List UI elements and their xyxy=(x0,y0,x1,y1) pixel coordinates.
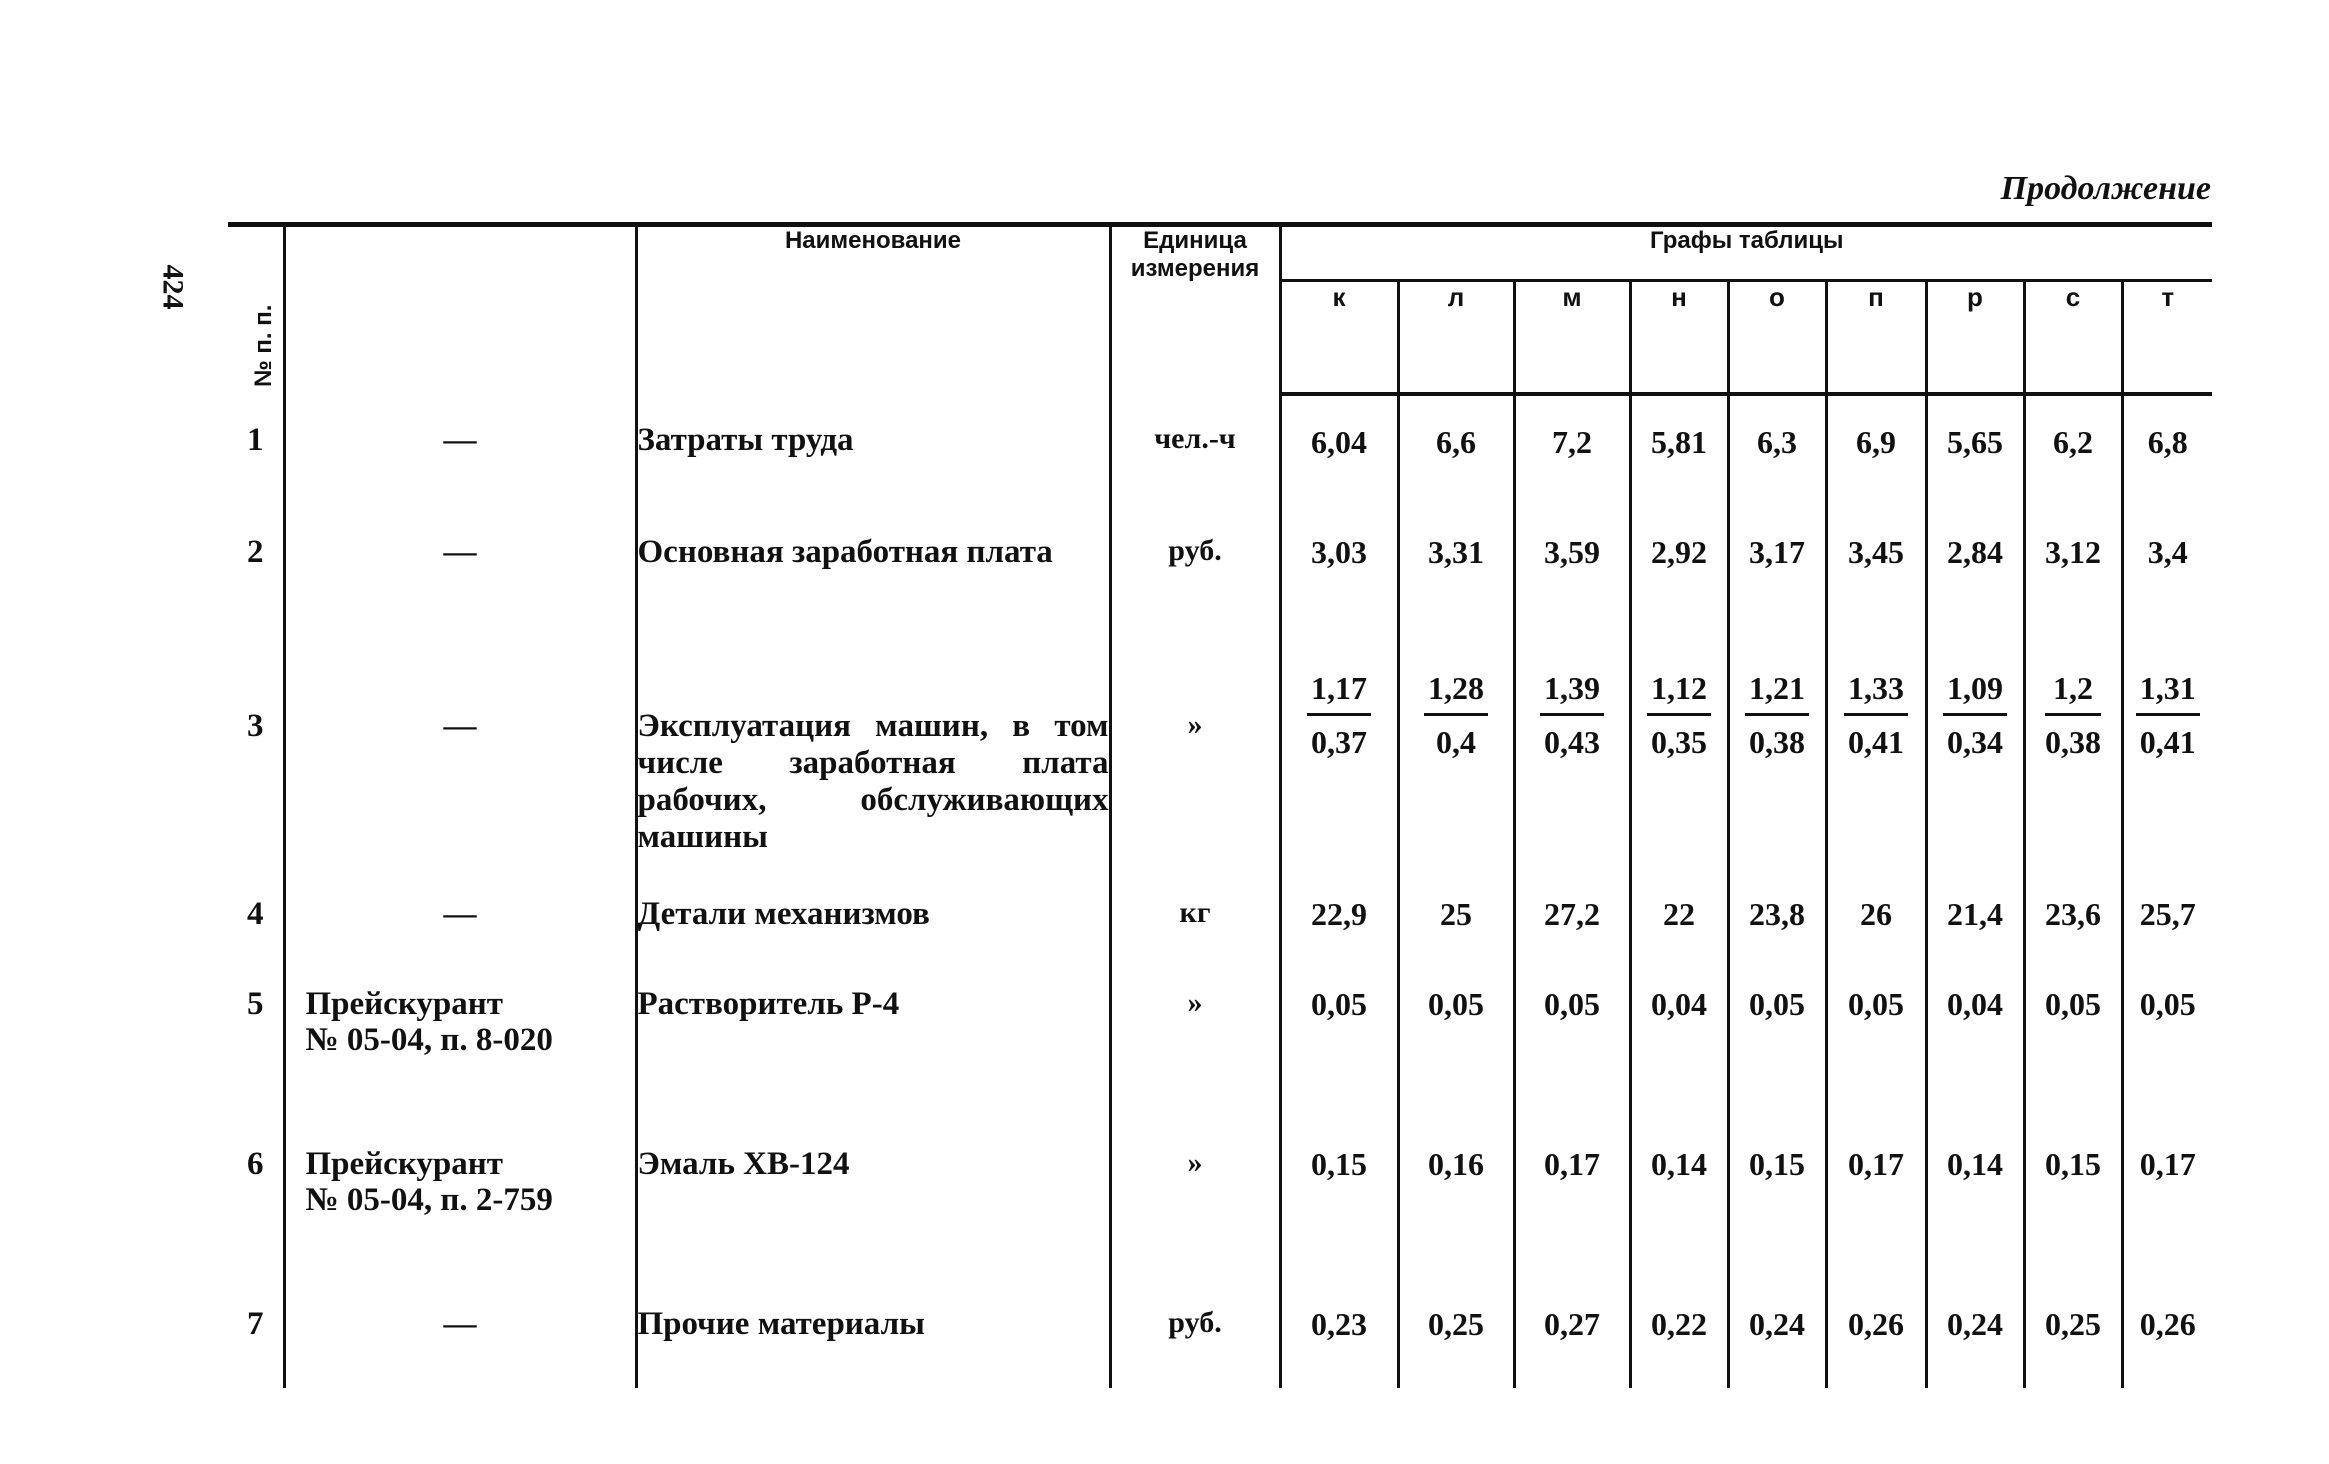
cell-value: 23,8 xyxy=(1728,876,1826,968)
source-line: Прейскурант xyxy=(305,1146,503,1182)
row-unit: » xyxy=(1110,1128,1280,1288)
continuation-label: Продолжение xyxy=(2000,170,2211,207)
row-unit: руб. xyxy=(1110,1288,1280,1388)
cell-fraction: $\frac{1,09}{0,34}$ xyxy=(1926,650,2024,876)
cell-value: 22,9 xyxy=(1280,876,1398,968)
cell-value: 0,04 xyxy=(1630,968,1728,1128)
header-col-r: р xyxy=(1926,281,2024,395)
cell-value: 5,65 xyxy=(1926,394,2024,512)
cell-value: 22 xyxy=(1630,876,1728,968)
cell-fraction: $\frac{1,12}{0,35}$ xyxy=(1630,650,1728,876)
cell-value: 6,8 xyxy=(2122,394,2212,512)
cell-value: 0,26 xyxy=(2122,1288,2212,1388)
table-row xyxy=(228,876,2212,968)
cell-value: 3,31 xyxy=(1398,512,1514,650)
cell-value: 0,24 xyxy=(1926,1288,2024,1388)
cell-value: 0,05 xyxy=(1728,968,1826,1128)
table-row xyxy=(228,1288,2212,1388)
cell-value: 7,2 xyxy=(1514,394,1630,512)
table-row xyxy=(228,1128,2212,1288)
cell-value: 25,7 xyxy=(2122,876,2212,968)
cell-value: 0,15 xyxy=(2024,1128,2122,1288)
row-name: Прочие материалы xyxy=(636,1288,1110,1388)
row-source xyxy=(284,1128,636,1288)
header-name: Наименование xyxy=(636,225,1110,395)
cell-fraction: $\frac{1,21}{0,38}$ xyxy=(1728,650,1826,876)
row-number: 4 xyxy=(247,896,264,932)
row-source: — xyxy=(284,650,636,876)
row-name: Эмаль ХВ-124 xyxy=(636,1128,1110,1288)
cell-value: 0,04 xyxy=(1926,968,2024,1128)
cell-value: 0,22 xyxy=(1630,1288,1728,1388)
cell-value: 25 xyxy=(1398,876,1514,968)
row-unit: руб. xyxy=(1110,512,1280,650)
header-group: Графы таблицы xyxy=(1280,225,2212,281)
cell-fraction: $\frac{1,31}{0,41}$ xyxy=(2122,650,2212,876)
cell-value: 3,03 xyxy=(1280,512,1398,650)
cell-value: 0,05 xyxy=(1280,968,1398,1128)
row-source: — xyxy=(284,1288,636,1388)
cell-value: 0,05 xyxy=(1826,968,1926,1128)
cell-value: 3,45 xyxy=(1826,512,1926,650)
table-row xyxy=(228,512,2212,650)
row-unit: кг xyxy=(1110,876,1280,968)
table-row xyxy=(228,650,2212,876)
cell-value: 21,4 xyxy=(1926,876,2024,968)
cell-value: 0,17 xyxy=(1514,1128,1630,1288)
row-name: Эксплуатация машин, в том числе заработная плата рабочих, обслуживающих машины xyxy=(636,650,1110,876)
header-col-k: к xyxy=(1280,281,1398,395)
cell-value: 3,12 xyxy=(2024,512,2122,650)
cell-fraction: $\frac{1,39}{0,43}$ xyxy=(1514,650,1630,876)
header-col-n: н xyxy=(1630,281,1728,395)
table-row xyxy=(228,394,2212,512)
header-col-t: т xyxy=(2122,281,2212,395)
cell-value: 2,84 xyxy=(1926,512,2024,650)
row-unit: » xyxy=(1110,650,1280,876)
cell-value: 0,05 xyxy=(1514,968,1630,1128)
row-number: 3 xyxy=(247,708,264,744)
cell-fraction: $\frac{1,33}{0,41}$ xyxy=(1826,650,1926,876)
row-unit: чел.-ч xyxy=(1110,394,1280,512)
row-name: Растворитель Р-4 xyxy=(636,968,1110,1128)
row-name: Детали механизмов xyxy=(636,876,1110,968)
cell-value: 0,25 xyxy=(1398,1288,1514,1388)
cell-value: 5,81 xyxy=(1630,394,1728,512)
cell-value: 0,26 xyxy=(1826,1288,1926,1388)
row-number: 7 xyxy=(247,1306,264,1342)
row-name: Затраты труда xyxy=(636,394,1110,512)
cell-value: 0,14 xyxy=(1926,1128,2024,1288)
row-source: — xyxy=(284,512,636,650)
header-col-o: о xyxy=(1728,281,1826,395)
cell-value: 6,04 xyxy=(1280,394,1398,512)
cell-value: 3,17 xyxy=(1728,512,1826,650)
cell-fraction: $\frac{1,28}{0,4}$ xyxy=(1398,650,1514,876)
cell-value: 0,05 xyxy=(2122,968,2212,1128)
row-source: — xyxy=(284,394,636,512)
header-source xyxy=(284,225,636,395)
cell-value: 0,23 xyxy=(1280,1288,1398,1388)
row-unit: » xyxy=(1110,968,1280,1128)
cell-value: 6,6 xyxy=(1398,394,1514,512)
cell-value: 0,14 xyxy=(1630,1128,1728,1288)
table-row xyxy=(228,968,2212,1128)
cell-value: 0,17 xyxy=(2122,1128,2212,1288)
cell-value: 0,05 xyxy=(2024,968,2122,1128)
cell-fraction: $\frac{1,2}{0,38}$ xyxy=(2024,650,2122,876)
row-source xyxy=(284,968,636,1128)
row-number: 6 xyxy=(247,1146,264,1182)
row-number: 5 xyxy=(247,986,264,1022)
cell-value: 0,05 xyxy=(1398,968,1514,1128)
cell-value: 0,15 xyxy=(1280,1128,1398,1288)
page-number: 424 xyxy=(156,264,190,310)
header-num: № п. п. xyxy=(228,225,284,395)
cell-value: 23,6 xyxy=(2024,876,2122,968)
header-unit: Единица измерения xyxy=(1110,225,1280,395)
header-col-s: с xyxy=(2024,281,2122,395)
cell-value: 0,24 xyxy=(1728,1288,1826,1388)
cell-value: 6,2 xyxy=(2024,394,2122,512)
row-number: 2 xyxy=(247,534,264,570)
cell-value: 27,2 xyxy=(1514,876,1630,968)
cell-value: 0,17 xyxy=(1826,1128,1926,1288)
source-line: Прейскурант xyxy=(305,986,503,1022)
cell-value: 3,4 xyxy=(2122,512,2212,650)
cell-value: 0,25 xyxy=(2024,1288,2122,1388)
cell-value: 0,16 xyxy=(1398,1128,1514,1288)
row-source: — xyxy=(284,876,636,968)
norms-table xyxy=(228,222,2212,1388)
row-name: Основная заработная плата xyxy=(636,512,1110,650)
cell-value: 6,9 xyxy=(1826,394,1926,512)
source-line: № 05-04, п. 8-020 xyxy=(305,1022,553,1058)
cell-value: 2,92 xyxy=(1630,512,1728,650)
header-col-m: м xyxy=(1514,281,1630,395)
cell-value: 3,59 xyxy=(1514,512,1630,650)
row-number: 1 xyxy=(247,422,264,458)
cell-value: 26 xyxy=(1826,876,1926,968)
cell-fraction: $\frac{1,17}{0,37}$ xyxy=(1280,650,1398,876)
cell-value: 0,27 xyxy=(1514,1288,1630,1388)
cell-value: 0,15 xyxy=(1728,1128,1826,1288)
source-line: № 05-04, п. 2-759 xyxy=(305,1182,553,1218)
header-col-l: л xyxy=(1398,281,1514,395)
header-col-p: п xyxy=(1826,281,1926,395)
cell-value: 6,3 xyxy=(1728,394,1826,512)
